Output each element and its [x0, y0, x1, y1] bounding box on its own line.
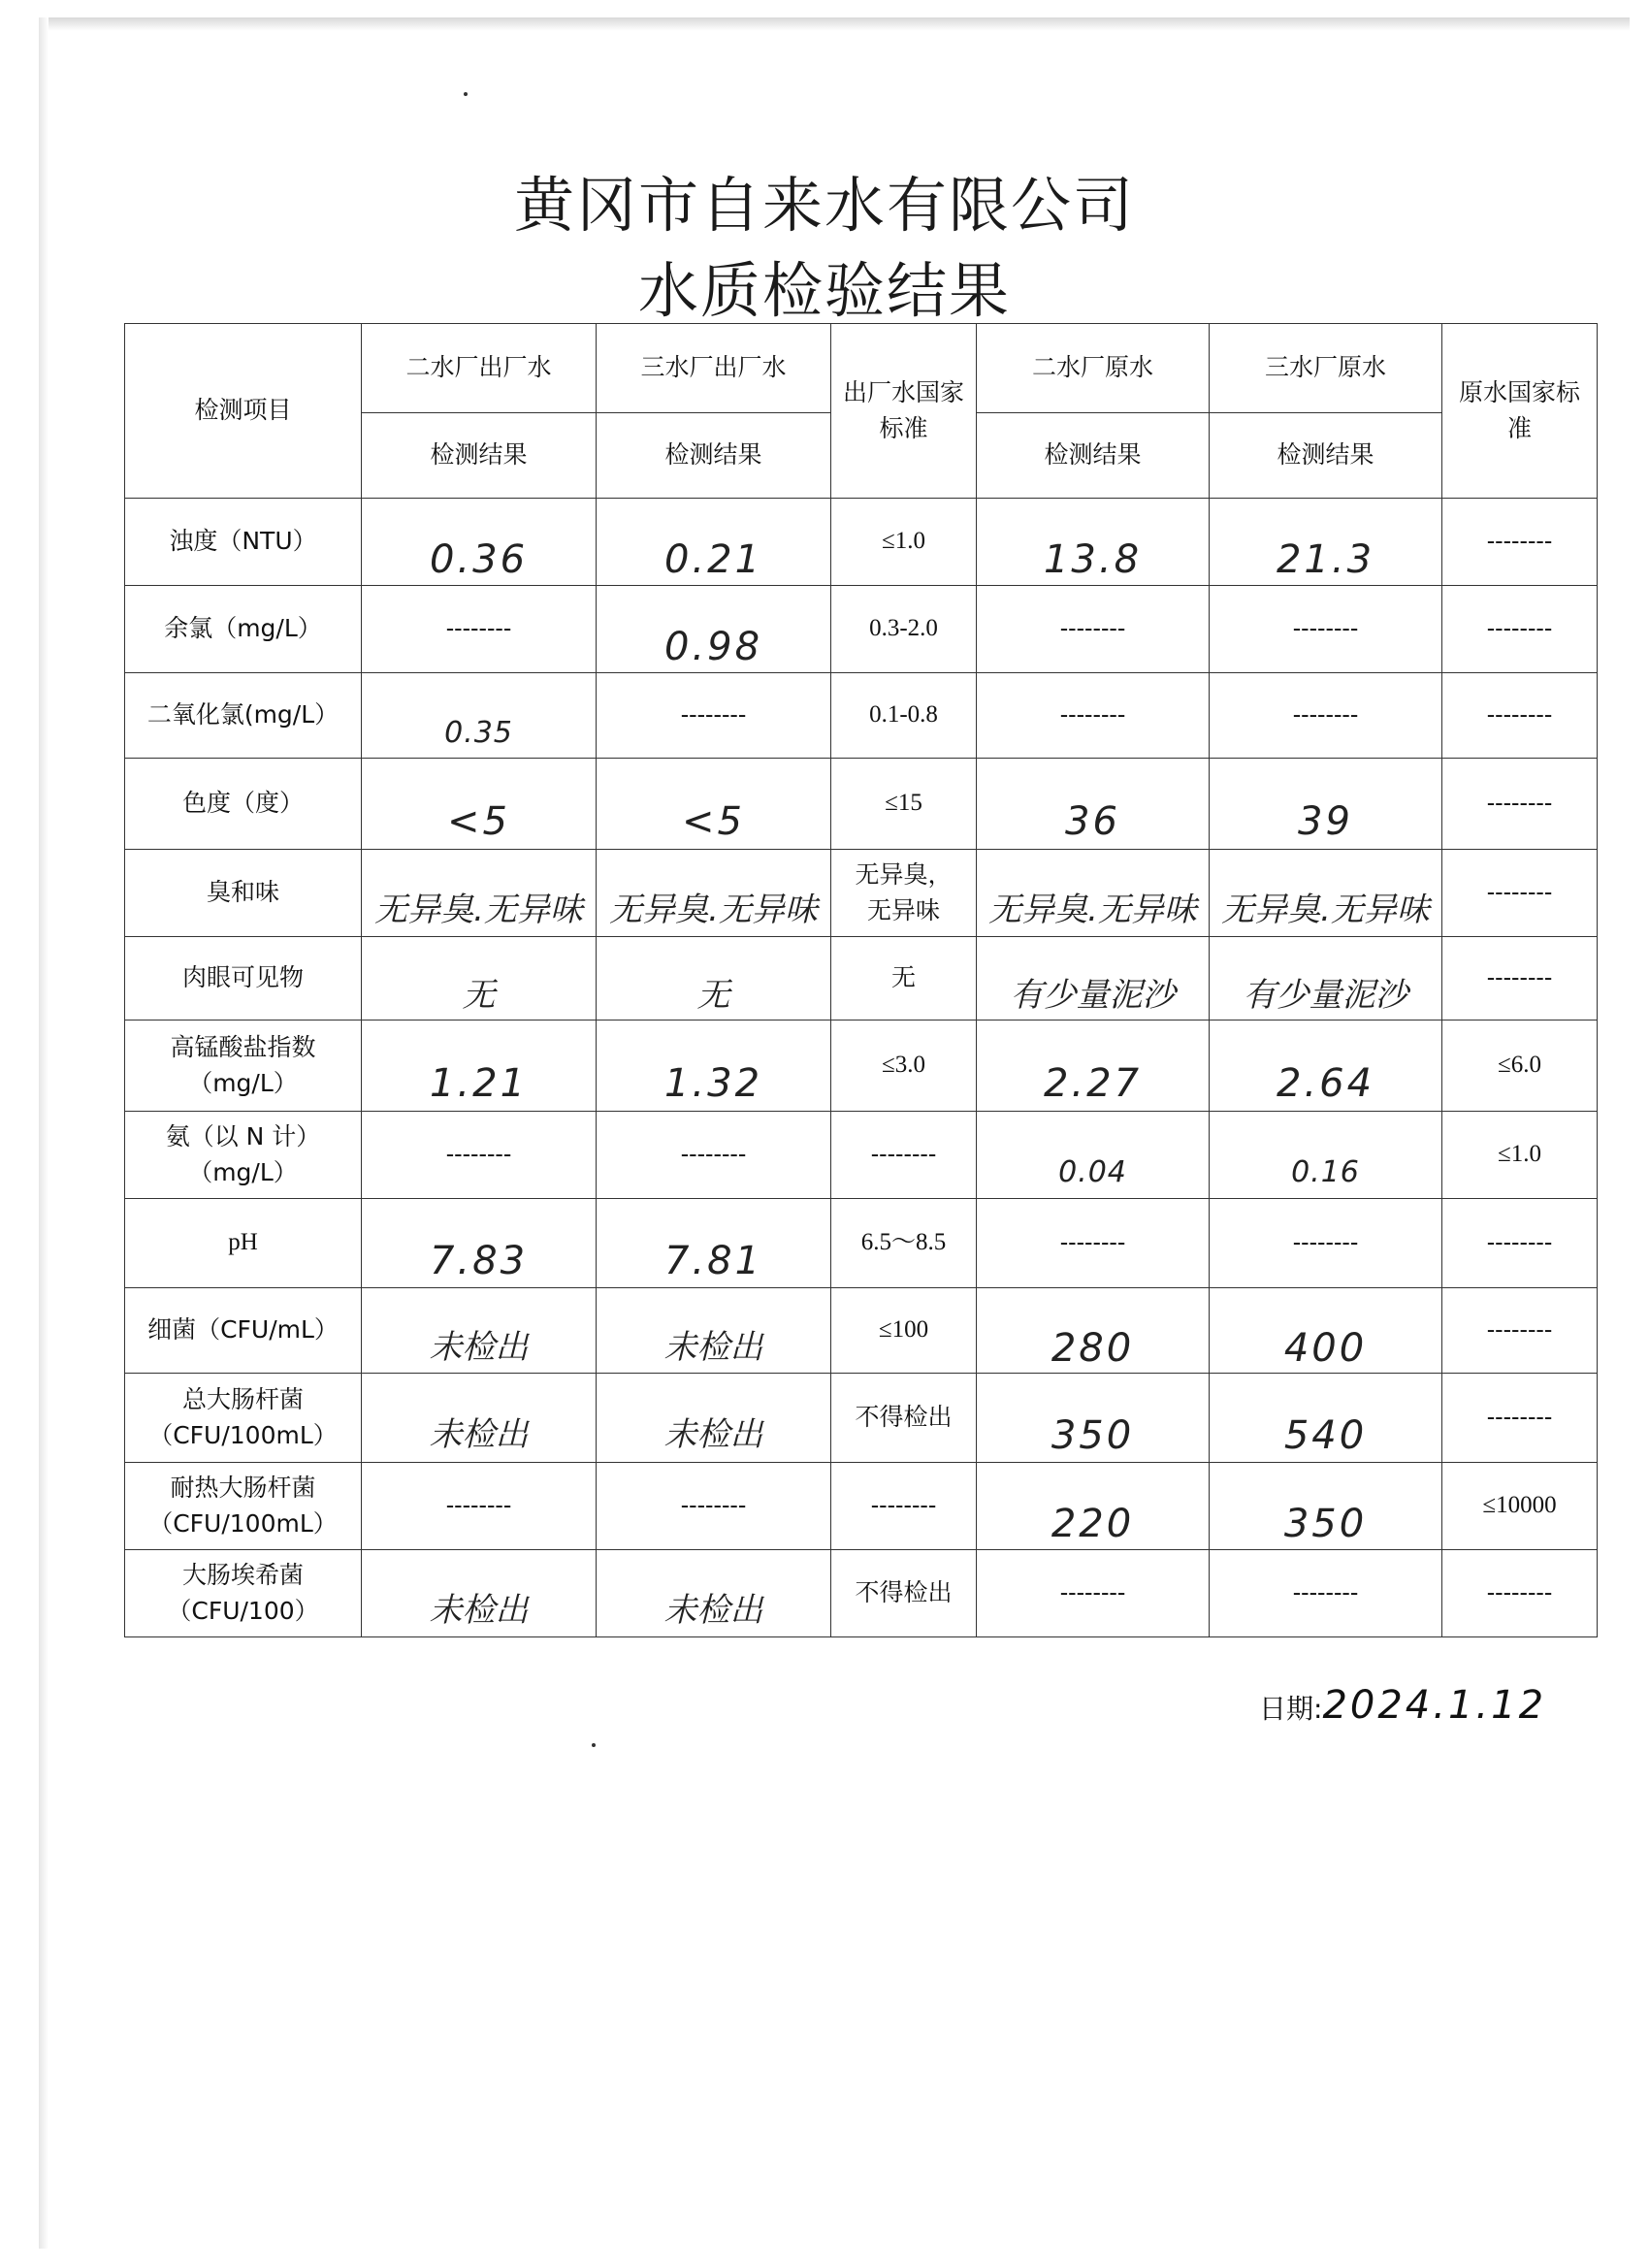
cell-out-std: 无异臭，无异味 [831, 850, 977, 937]
cell-p3-out: -------- [597, 673, 831, 759]
cell-out-std: ≤100 [831, 1288, 977, 1374]
date-value: 2024.1.12 [1322, 1683, 1547, 1728]
row-item: 氨（以 N 计）（mg/L） [125, 1112, 362, 1199]
header-result: 检测结果 [1210, 413, 1442, 499]
header-item: 检测项目 [125, 324, 362, 499]
row-item: 色度（度） [125, 759, 362, 850]
scan-shadow-top [39, 17, 1630, 31]
cell-p3-out: 无 [597, 937, 831, 1021]
table-row [125, 850, 1598, 937]
cell-p3-raw: -------- [1210, 1550, 1442, 1637]
row-item: pH [125, 1199, 362, 1288]
row-item: 大肠埃希菌（CFU/100） [125, 1550, 362, 1637]
cell-p2-out: 7.83 [362, 1199, 597, 1288]
cell-out-std: 无 [831, 937, 977, 1021]
cell-raw-std: -------- [1442, 499, 1598, 586]
cell-p2-out: -------- [362, 586, 597, 673]
cell-raw-std: -------- [1442, 1374, 1598, 1463]
cell-raw-std: -------- [1442, 1550, 1598, 1637]
cell-p2-out: 0.35 [362, 673, 597, 759]
report-title: 水质检验结果 [637, 255, 1011, 326]
table-row [125, 1374, 1598, 1463]
cell-p3-raw: 无异臭.无异味 [1210, 850, 1442, 937]
date-line [1259, 1683, 1546, 1728]
table-row [125, 937, 1598, 1021]
cell-raw-std: ≤6.0 [1442, 1021, 1598, 1112]
cell-raw-std: -------- [1442, 1199, 1598, 1288]
scan-shadow-left [39, 17, 48, 2249]
cell-p2-raw: 350 [977, 1374, 1210, 1463]
cell-p3-raw: 有少量泥沙 [1210, 937, 1442, 1021]
cell-p3-raw: -------- [1210, 586, 1442, 673]
header-result: 检测结果 [362, 413, 597, 499]
cell-p2-raw: -------- [977, 586, 1210, 673]
cell-p3-out: 无异臭.无异味 [597, 850, 831, 937]
row-item: 余氯（mg/L） [125, 586, 362, 673]
cell-p2-raw: 无异臭.无异味 [977, 850, 1210, 937]
cell-p2-raw: 36 [977, 759, 1210, 850]
header-result: 检测结果 [597, 413, 831, 499]
header-row [125, 324, 1598, 413]
scan-speck [592, 1743, 596, 1747]
cell-p3-raw: 39 [1210, 759, 1442, 850]
cell-p3-out: 未检出 [597, 1550, 831, 1637]
cell-raw-std: -------- [1442, 937, 1598, 1021]
cell-p3-out: 未检出 [597, 1374, 831, 1463]
header-plant2-out: 二水厂出厂水 [362, 324, 597, 413]
table-row [125, 1550, 1598, 1637]
cell-out-std: 不得检出 [831, 1374, 977, 1463]
cell-p3-raw: 2.64 [1210, 1021, 1442, 1112]
cell-raw-std: -------- [1442, 586, 1598, 673]
row-item: 细菌（CFU/mL） [125, 1288, 362, 1374]
cell-p2-out: 未检出 [362, 1288, 597, 1374]
cell-p2-raw: -------- [977, 673, 1210, 759]
row-item: 臭和味 [125, 850, 362, 937]
cell-raw-std: -------- [1442, 759, 1598, 850]
cell-raw-std: -------- [1442, 673, 1598, 759]
header-out-standard: 出厂水国家标准 [831, 324, 977, 499]
cell-p2-out: -------- [362, 1112, 597, 1199]
cell-p3-raw: -------- [1210, 673, 1442, 759]
cell-p2-raw: -------- [977, 1199, 1210, 1288]
cell-p3-out: 0.21 [597, 499, 831, 586]
cell-out-std: 0.1-0.8 [831, 673, 977, 759]
header-plant3-raw: 三水厂原水 [1210, 324, 1442, 413]
row-item: 耐热大肠杆菌（CFU/100mL） [125, 1463, 362, 1550]
table-row [125, 1021, 1598, 1112]
cell-p2-raw: -------- [977, 1550, 1210, 1637]
row-item: 浊度（NTU） [125, 499, 362, 586]
cell-out-std: ≤15 [831, 759, 977, 850]
cell-p3-out: -------- [597, 1463, 831, 1550]
cell-p3-raw: 540 [1210, 1374, 1442, 1463]
cell-p3-raw: 21.3 [1210, 499, 1442, 586]
cell-p2-out: 无 [362, 937, 597, 1021]
header-result: 检测结果 [977, 413, 1210, 499]
cell-raw-std: -------- [1442, 1288, 1598, 1374]
cell-p2-raw: 280 [977, 1288, 1210, 1374]
cell-p2-raw: 220 [977, 1463, 1210, 1550]
cell-p3-raw: 400 [1210, 1288, 1442, 1374]
cell-p2-out: 1.21 [362, 1021, 597, 1112]
cell-p3-out: -------- [597, 1112, 831, 1199]
cell-p2-out: 无异臭.无异味 [362, 850, 597, 937]
row-item: 高锰酸盐指数（mg/L） [125, 1021, 362, 1112]
header-plant3-out: 三水厂出厂水 [597, 324, 831, 413]
cell-p2-raw: 13.8 [977, 499, 1210, 586]
water-quality-table [124, 323, 1598, 1637]
company-title: 黄冈市自来水有限公司 [513, 170, 1135, 241]
cell-out-std: 6.5～8.5 [831, 1199, 977, 1288]
cell-p3-out: 未检出 [597, 1288, 831, 1374]
cell-p3-raw: 350 [1210, 1463, 1442, 1550]
cell-raw-std: ≤1.0 [1442, 1112, 1598, 1199]
row-item: 肉眼可见物 [125, 937, 362, 1021]
date-label: 日期: [1259, 1693, 1323, 1725]
cell-p3-out: <5 [597, 759, 831, 850]
cell-p3-raw: -------- [1210, 1199, 1442, 1288]
header-raw-standard: 原水国家标准 [1442, 324, 1598, 499]
cell-out-std: -------- [831, 1463, 977, 1550]
cell-p2-out: 未检出 [362, 1550, 597, 1637]
cell-out-std: 不得检出 [831, 1550, 977, 1637]
cell-p2-out: <5 [362, 759, 597, 850]
table-row [125, 1112, 1598, 1199]
table-row [125, 1463, 1598, 1550]
cell-p2-out: -------- [362, 1463, 597, 1550]
cell-p3-raw: 0.16 [1210, 1112, 1442, 1199]
cell-out-std: 0.3-2.0 [831, 586, 977, 673]
table-row [125, 499, 1598, 586]
cell-p3-out: 0.98 [597, 586, 831, 673]
table-row [125, 759, 1598, 850]
table-row [125, 1199, 1598, 1288]
cell-p2-raw: 有少量泥沙 [977, 937, 1210, 1021]
header-plant2-raw: 二水厂原水 [977, 324, 1210, 413]
cell-out-std: ≤3.0 [831, 1021, 977, 1112]
cell-out-std: ≤1.0 [831, 499, 977, 586]
table-row [125, 1288, 1598, 1374]
cell-p2-raw: 0.04 [977, 1112, 1210, 1199]
table-row [125, 586, 1598, 673]
cell-p2-out: 0.36 [362, 499, 597, 586]
cell-p3-out: 7.81 [597, 1199, 831, 1288]
scan-speck [464, 92, 468, 96]
table-row [125, 673, 1598, 759]
cell-raw-std: -------- [1442, 850, 1598, 937]
cell-p3-out: 1.32 [597, 1021, 831, 1112]
row-item: 二氧化氯(mg/L） [125, 673, 362, 759]
cell-p2-out: 未检出 [362, 1374, 597, 1463]
cell-p2-raw: 2.27 [977, 1021, 1210, 1112]
cell-out-std: -------- [831, 1112, 977, 1199]
cell-raw-std: ≤10000 [1442, 1463, 1598, 1550]
row-item: 总大肠杆菌（CFU/100mL） [125, 1374, 362, 1463]
